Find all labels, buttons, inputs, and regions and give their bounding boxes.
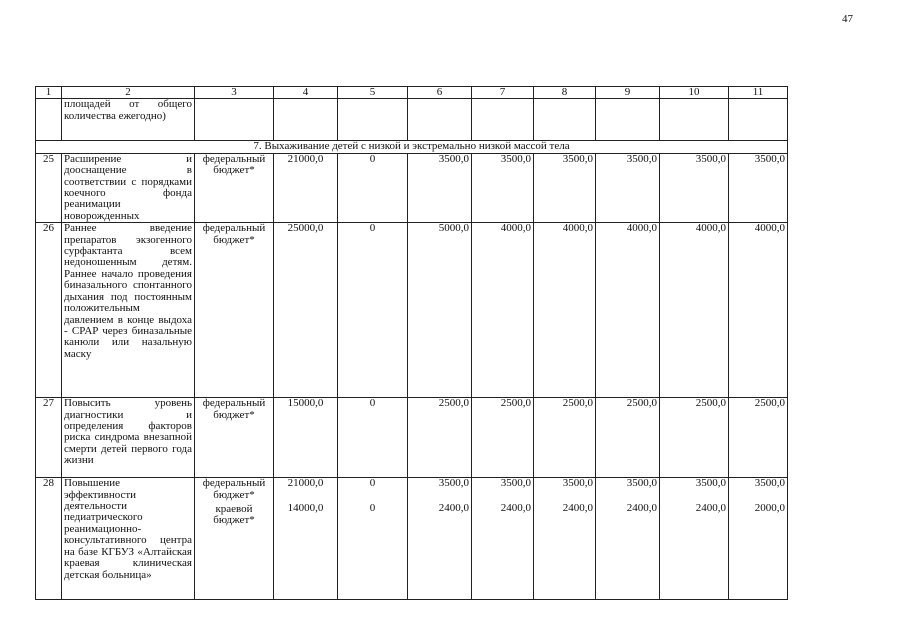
value-cell: 2500,0 — [596, 398, 660, 478]
table-row — [36, 223, 788, 398]
table-row — [36, 398, 788, 478]
col-num-5: 5 — [338, 87, 408, 99]
value-federal: 3500,0 — [754, 477, 785, 490]
value-cell: 3500,0 — [729, 153, 788, 222]
measure-text: Повышение эффективности деятельности педиатрического реанимационно-консультативного центра на базе КГБУЗ «Алтайская краевая клиническая детская больница» — [62, 478, 195, 600]
value-regional: 0 — [369, 501, 376, 514]
value-cell: 3500,0 — [534, 153, 596, 222]
funding-source: федеральный бюджет* — [195, 223, 274, 398]
value-cell — [534, 478, 596, 600]
col-num-9: 9 — [596, 87, 660, 99]
value-cell: 3500,0 — [472, 153, 534, 222]
value-cell: 3500,0 — [596, 153, 660, 222]
value-cell: 0 — [338, 398, 408, 478]
section-title: 7. Выхаживание детей с низкой и экстремально низкой массой тела — [36, 141, 788, 153]
value-cell — [472, 478, 534, 600]
value-cell: 2500,0 — [534, 398, 596, 478]
value-cell — [729, 478, 788, 600]
value-cell: 2500,0 — [408, 398, 472, 478]
value-federal: 3500,0 — [500, 477, 531, 490]
col-num-3: 3 — [195, 87, 274, 99]
row-number: 25 — [36, 153, 62, 222]
value-regional: 2400,0 — [438, 501, 469, 514]
col-num-7: 7 — [472, 87, 534, 99]
value-cell: 0 — [338, 223, 408, 398]
value-total — [274, 478, 338, 600]
value-cell: 2500,0 — [729, 398, 788, 478]
continuation-text: площадей от общего количества ежегодно) — [62, 99, 195, 141]
value-total: 15000,0 — [274, 398, 338, 478]
value-cell: 4000,0 — [729, 223, 788, 398]
funding-source: федеральный бюджет* — [195, 153, 274, 222]
value-regional: 2400,0 — [626, 501, 657, 514]
value-cell: 3500,0 — [408, 153, 472, 222]
col-num-8: 8 — [534, 87, 596, 99]
measure-text: Расширение и дооснащение в соответствии с порядками коечного фонда реанимации новорожденных — [62, 153, 195, 222]
value-cell: 3500,0 — [660, 153, 729, 222]
value-federal: 3500,0 — [562, 477, 593, 490]
value-cell — [338, 478, 408, 600]
column-number-row — [36, 87, 788, 99]
value-cell: 4000,0 — [660, 223, 729, 398]
funding-source: федеральный бюджет* — [195, 398, 274, 478]
row-number: 28 — [36, 478, 62, 600]
value-federal: 3500,0 — [695, 477, 726, 490]
value-federal: 3500,0 — [626, 477, 657, 490]
value-federal: 3500,0 — [438, 477, 469, 490]
value-regional: 2400,0 — [562, 501, 593, 514]
value-total: 25000,0 — [274, 223, 338, 398]
value-cell — [596, 478, 660, 600]
measure-text: Раннее введение препаратов экзогенного сурфактанта всем недоношенным детям. Раннее начало проведения биназального спонтанного дыхания под постоянным положительным давлением в конце выдоха - CPAP через биназальные канюли или назальную маску — [62, 223, 195, 398]
value-cell — [408, 478, 472, 600]
value-federal: 21000,0 — [287, 477, 324, 490]
section-row — [36, 141, 788, 153]
col-num-11: 11 — [729, 87, 788, 99]
value-federal: 0 — [369, 477, 376, 490]
value-total: 21000,0 — [274, 153, 338, 222]
row-number: 26 — [36, 223, 62, 398]
col-num-6: 6 — [408, 87, 472, 99]
table-row — [36, 478, 788, 600]
col-num-2: 2 — [62, 87, 195, 99]
col-num-10: 10 — [660, 87, 729, 99]
value-cell: 2500,0 — [660, 398, 729, 478]
continuation-row — [36, 99, 788, 141]
value-cell: 5000,0 — [408, 223, 472, 398]
value-cell — [660, 478, 729, 600]
row-number: 27 — [36, 398, 62, 478]
value-cell: 0 — [338, 153, 408, 222]
value-cell: 2500,0 — [472, 398, 534, 478]
funding-source — [195, 478, 274, 600]
value-regional: 2400,0 — [500, 501, 531, 514]
value-regional: 2400,0 — [695, 501, 726, 514]
col-num-1: 1 — [36, 87, 62, 99]
value-regional: 14000,0 — [287, 501, 324, 514]
table-row — [36, 153, 788, 222]
value-cell: 4000,0 — [534, 223, 596, 398]
value-cell: 4000,0 — [596, 223, 660, 398]
col-num-4: 4 — [274, 87, 338, 99]
funding-source-federal: федеральный бюджет* — [202, 477, 266, 501]
funding-source-regional: краевой бюджет* — [213, 503, 255, 527]
value-regional: 2000,0 — [754, 501, 785, 514]
measure-text: Повысить уровень диагностики и определения факторов риска синдрома внезапной смерти детей первого года жизни — [62, 398, 195, 478]
program-measures-table — [35, 86, 788, 600]
page-number: 47 — [842, 13, 853, 25]
value-cell: 4000,0 — [472, 223, 534, 398]
